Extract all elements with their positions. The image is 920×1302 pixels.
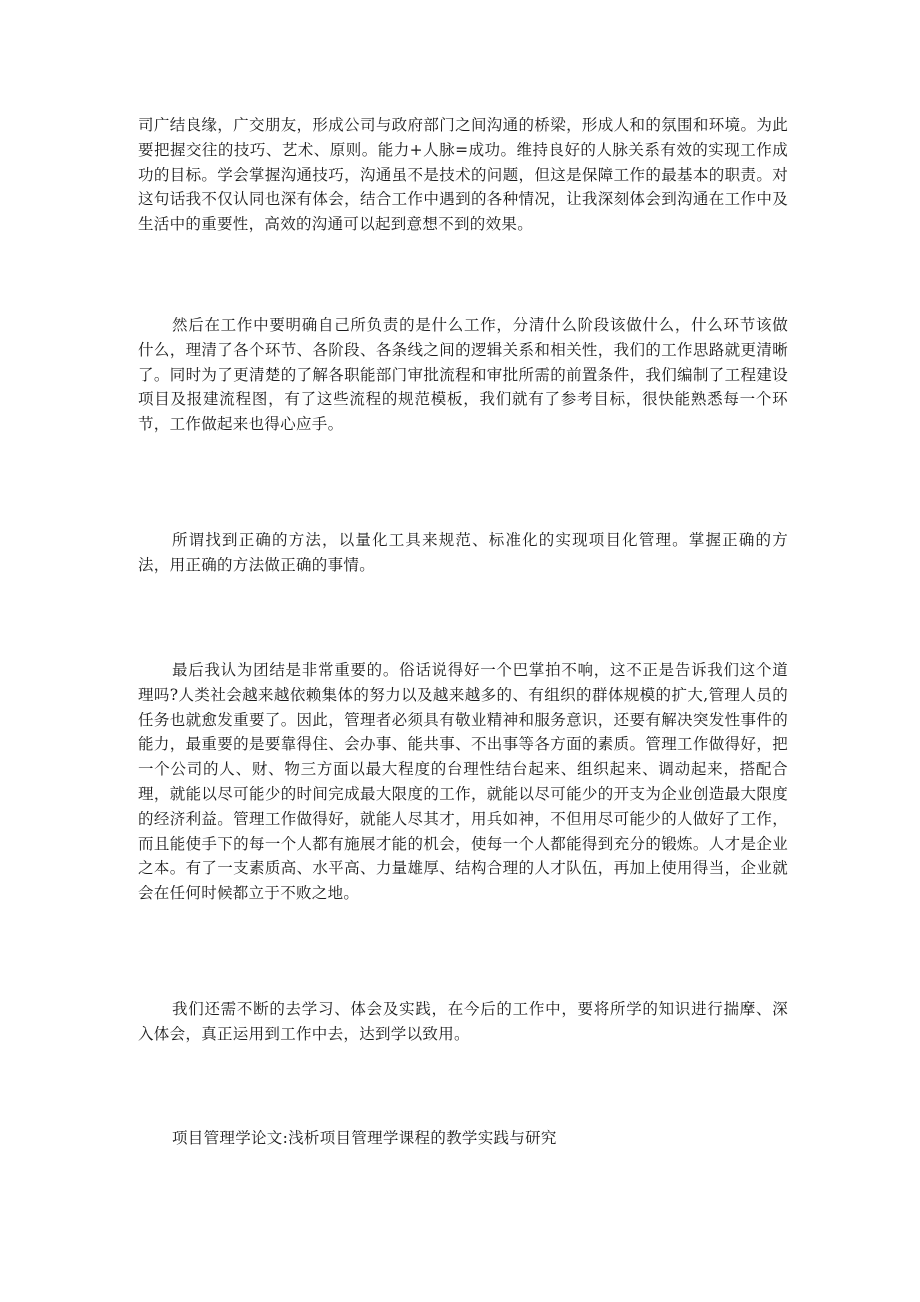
paragraph-teamwork: 最后我认为团结是非常重要的。俗话说得好一个巴掌拍不响，这不正是告诉我们这个道理吗?人类社会越来越依赖集体的努力以及越来越多的、有组织的群体规模的扩大,管理人员的任务也就愈发重要了。因此，管理者必须具有敬业精神和服务意识，还要有解决突发性事件的能力，最重要的是要靠得住、会办事、能共事、不出事等各方面的素质。管理工作做得好，把一个公司的人、财、物三方面以最大程度的台理性结台起来、组织起来、调动起来，搭配合理，就能以尽可能少的时间完成最大限度的工作，就能以尽可能少的开支为企业创造最大限度的经济利益。管理工作做得好，就能人尽其才，用兵如神，不但用尽可能少的人做好了工作，而且能使手下的每一个人都有施展才能的机会，使每一个人都能得到充分的锻炼。人才是企业之本。有了一支素质高、水平高、力量雄厚、结构合理的人才队伍，再加上使用得当，企业就会在任何时候都立于不败之地。: [138, 661, 788, 903]
next-article-title: 项目管理学论文:浅析项目管理学课程的教学实践与研究: [172, 1129, 557, 1147]
paragraph-communication: 司广结良缘，广交朋友，形成公司与政府部门之间沟通的桥梁，形成人和的氛围和环境。为此要把握交往的技巧、艺术、原则。能力+人脉=成功。维持良好的人脉关系有效的实现工作成功的目标。学会掌握沟通技巧，沟通虽不是技术的问题，但这是保障工作的最基本的职责。对这句话我不仅认同也深有体会，结合工作中遇到的各种情况，让我深刻体会到沟通在工作中及生活中的重要性，高效的沟通可以起到意想不到的效果。: [138, 116, 788, 234]
paragraph-conclusion: 我们还需不断的去学习、体会及实践，在今后的工作中，要将所学的知识进行揣摩、深入体会，真正运用到工作中去，达到学以致用。: [138, 1000, 788, 1043]
paragraph-method: 所谓找到正确的方法，以量化工具来规范、标准化的实现项目化管理。掌握正确的方法，用正确的方法做正确的事情。: [138, 531, 788, 574]
paragraph-workflow: 然后在工作中要明确自己所负责的是什么工作，分清什么阶段该做什么，什么环节该做什么，理清了各个环节、各阶段、各条线之间的逻辑关系和相关性，我们的工作思路就更清晰了。同时为了更清楚的了解各职能部门审批流程和审批所需的前置条件，我们编制了工程建设项目及报建流程图，有了这些流程的规范模板，我们就有了参考目标，很快能熟悉每一个环节，工作做起来也得心应手。: [138, 316, 788, 434]
